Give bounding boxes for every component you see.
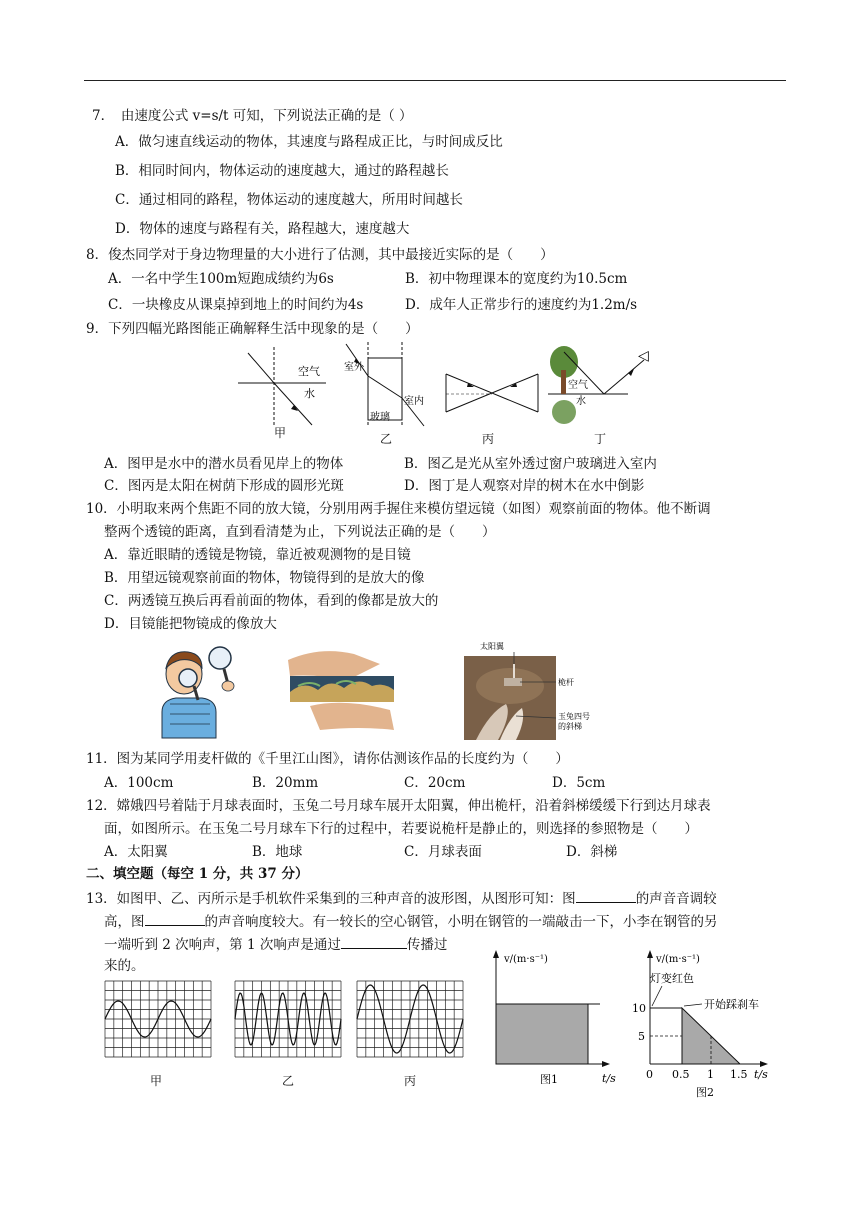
q10-option-c: C．两透镜互换后再看前面的物体，看到的像都是放大的 — [104, 593, 439, 609]
waveform-bing — [356, 980, 464, 1058]
graph2-annotation-brake: 开始踩刹车 — [704, 998, 759, 1011]
q13-blank-2[interactable] — [145, 911, 205, 926]
q11-option-b: B．20mm — [252, 775, 319, 791]
q9-option-b: B．图乙是光从室外透过窗户玻璃进入室内 — [404, 456, 657, 472]
q13-line4: 来的。 — [104, 958, 145, 974]
q7-option-d: D．物体的速度与路程有关，路程越大，速度越大 — [115, 221, 410, 237]
fig-yi-glass: 玻璃 — [370, 412, 390, 423]
wave-label-jia: 甲 — [150, 1074, 163, 1088]
graph1-xlabel: t/s — [602, 1072, 616, 1084]
q9-option-d: D．图丁是人观察对岸的树木在水中倒影 — [404, 478, 645, 494]
figure-jia-refraction — [236, 345, 328, 429]
section-heading-fill-in: 二、填空题（每空 1 分，共 37 分） — [86, 866, 309, 882]
graph2-xlabel: t/s — [754, 1068, 768, 1081]
velocity-time-graph-1 — [484, 946, 616, 1084]
graph2-ytick-5: 5 — [638, 1030, 645, 1043]
q11-stem: 11．图为某同学用麦杆做的《千里江山图》，请你估测该作品的长度约为（ ） — [86, 751, 569, 767]
photo-label-ladder-1: 玉兔四号 — [558, 712, 590, 721]
graph2-ylabel: v/(m·s⁻¹) — [656, 954, 700, 965]
wave-label-bing: 丙 — [404, 1074, 417, 1088]
eye-icon: ◁ — [638, 348, 649, 364]
graph1-ylabel: v/(m·s⁻¹) — [504, 954, 548, 965]
photo-label-wing: 太阳翼 — [480, 642, 504, 651]
graph2-ytick-10: 10 — [632, 1002, 646, 1015]
fig-ding-water: 水 — [576, 396, 586, 407]
q8-option-b: B．初中物理课本的宽度约为10.5cm — [405, 271, 628, 287]
q7-stem: 7． 由速度公式 v=s/t 可知，下列说法正确的是（ ） — [92, 108, 413, 124]
graph2-xtick-0: 0 — [646, 1068, 653, 1081]
fig-label-jia: 甲 — [274, 426, 287, 440]
fig-label-yi: 乙 — [380, 432, 393, 446]
q7-option-b: B．相同时间内，物体运动的速度越大，通过的路程越长 — [115, 163, 449, 179]
header-rule — [84, 80, 786, 81]
fig-jia-air: 空气 — [298, 365, 320, 378]
graph1-caption: 图1 — [540, 1073, 558, 1084]
q12-option-b: B．地球 — [252, 844, 303, 860]
q11-option-c: C．20cm — [404, 775, 466, 791]
q7-option-a: A．做匀速直线运动的物体，其速度与路程成正比，与时间成反比 — [115, 134, 503, 150]
q12-option-a: A．太阳翼 — [104, 844, 168, 860]
q9-option-a: A．图甲是水中的潜水员看见岸上的物体 — [104, 456, 344, 472]
photo-label-ladder-2: 的斜梯 — [558, 722, 582, 731]
figure-ding-reflection — [546, 340, 656, 428]
graph2-xtick-1: 1 — [707, 1068, 714, 1081]
q10-stem-line1: 10．小明取来两个焦距不同的放大镜，分别用两手握住来模仿望远镜（如图）观察前面的物体。他不断调 — [86, 501, 711, 517]
fig-yi-outdoor: 室外 — [344, 362, 364, 373]
q9-stem: 9．下列四幅光路图能正确解释生活中现象的是（ ） — [86, 321, 419, 337]
fig-ding-air: 空气 — [568, 380, 588, 391]
graph2-xtick-1-5: 1.5 — [730, 1068, 748, 1081]
q13-blank-1[interactable] — [576, 888, 636, 903]
fig-label-bing: 丙 — [482, 432, 495, 446]
graph2-xtick-0-5: 0.5 — [672, 1068, 690, 1081]
figure-bing-pinhole — [442, 368, 542, 422]
q8-option-a: A．一名中学生100m短跑成绩约为6s — [108, 271, 334, 287]
wave-label-yi: 乙 — [282, 1074, 295, 1088]
q8-option-d: D．成年人正常步行的速度约为1.2m/s — [405, 297, 638, 313]
waveform-yi — [234, 980, 342, 1058]
q8-option-c: C．一块橡皮从课桌掉到地上的时间约为4s — [108, 297, 364, 313]
q10-option-d: D．目镜能把物镜成的像放大 — [104, 616, 277, 632]
q12-option-d: D．斜梯 — [566, 844, 618, 860]
fig-label-ding: 丁 — [594, 432, 607, 446]
graph2-caption: 图2 — [696, 1086, 714, 1099]
q11-option-d: D．5cm — [552, 775, 606, 791]
q13-line3: 一端听到 2 次响声，第 1 次响声是通过 传播过 — [104, 934, 447, 954]
q10-option-a: A．靠近眼睛的透镜是物镜，靠近被观测物的是目镜 — [104, 547, 411, 563]
fig-jia-water: 水 — [304, 387, 315, 400]
q8-stem: 8．俊杰同学对于身边物理量的大小进行了估测，其中最接近实际的是（ ） — [86, 247, 554, 263]
q13-line1: 13．如图甲、乙、丙所示是手机软件采集到的三种声音的波形图，从图形可知：图 的声音音调较 — [86, 888, 717, 908]
boy-with-magnifiers-illustration — [140, 638, 240, 740]
q9-option-c: C．图丙是太阳在树荫下形成的圆形光斑 — [104, 478, 344, 494]
fig-yi-indoor: 室内 — [404, 396, 424, 407]
figure-yi-window-glass — [342, 340, 434, 428]
q11-option-a: A．100cm — [104, 775, 174, 791]
photo-label-rod: 桅杆 — [558, 678, 574, 687]
q10-stem-line2: 整两个透镜的距离，直到看清楚为止，下列说法正确的是（ ） — [104, 524, 496, 540]
yutu2-rover-photo — [460, 638, 606, 740]
q12-stem-line1: 12．嫦娥四号着陆于月球表面时，玉兔二号月球车展开太阳翼，伸出桅杆，沿着斜梯缓缓下行到达月球表 — [86, 798, 711, 814]
q12-stem-line2: 面，如图所示。在玉兔二号月球车下行的过程中，若要说桅杆是静止的，则选择的参照物是（ ） — [104, 821, 698, 837]
waveform-jia — [104, 980, 212, 1058]
straw-painting-photo — [280, 640, 402, 738]
q12-option-c: C．月球表面 — [404, 844, 482, 860]
q10-option-b: B．用望远镜观察前面的物体，物镜得到的是放大的像 — [104, 570, 425, 586]
q13-blank-3[interactable] — [341, 934, 407, 949]
graph2-annotation-red-light: 灯变红色 — [650, 972, 694, 985]
velocity-time-graph-2 — [630, 946, 780, 1102]
q7-option-c: C．通过相同的路程，物体运动的速度越大，所用时间越长 — [115, 192, 463, 208]
q13-line2: 高，图 的声音响度较大。有一较长的空心钢管，小明在钢管的一端敲击一下，小李在钢管的另 — [104, 911, 718, 931]
